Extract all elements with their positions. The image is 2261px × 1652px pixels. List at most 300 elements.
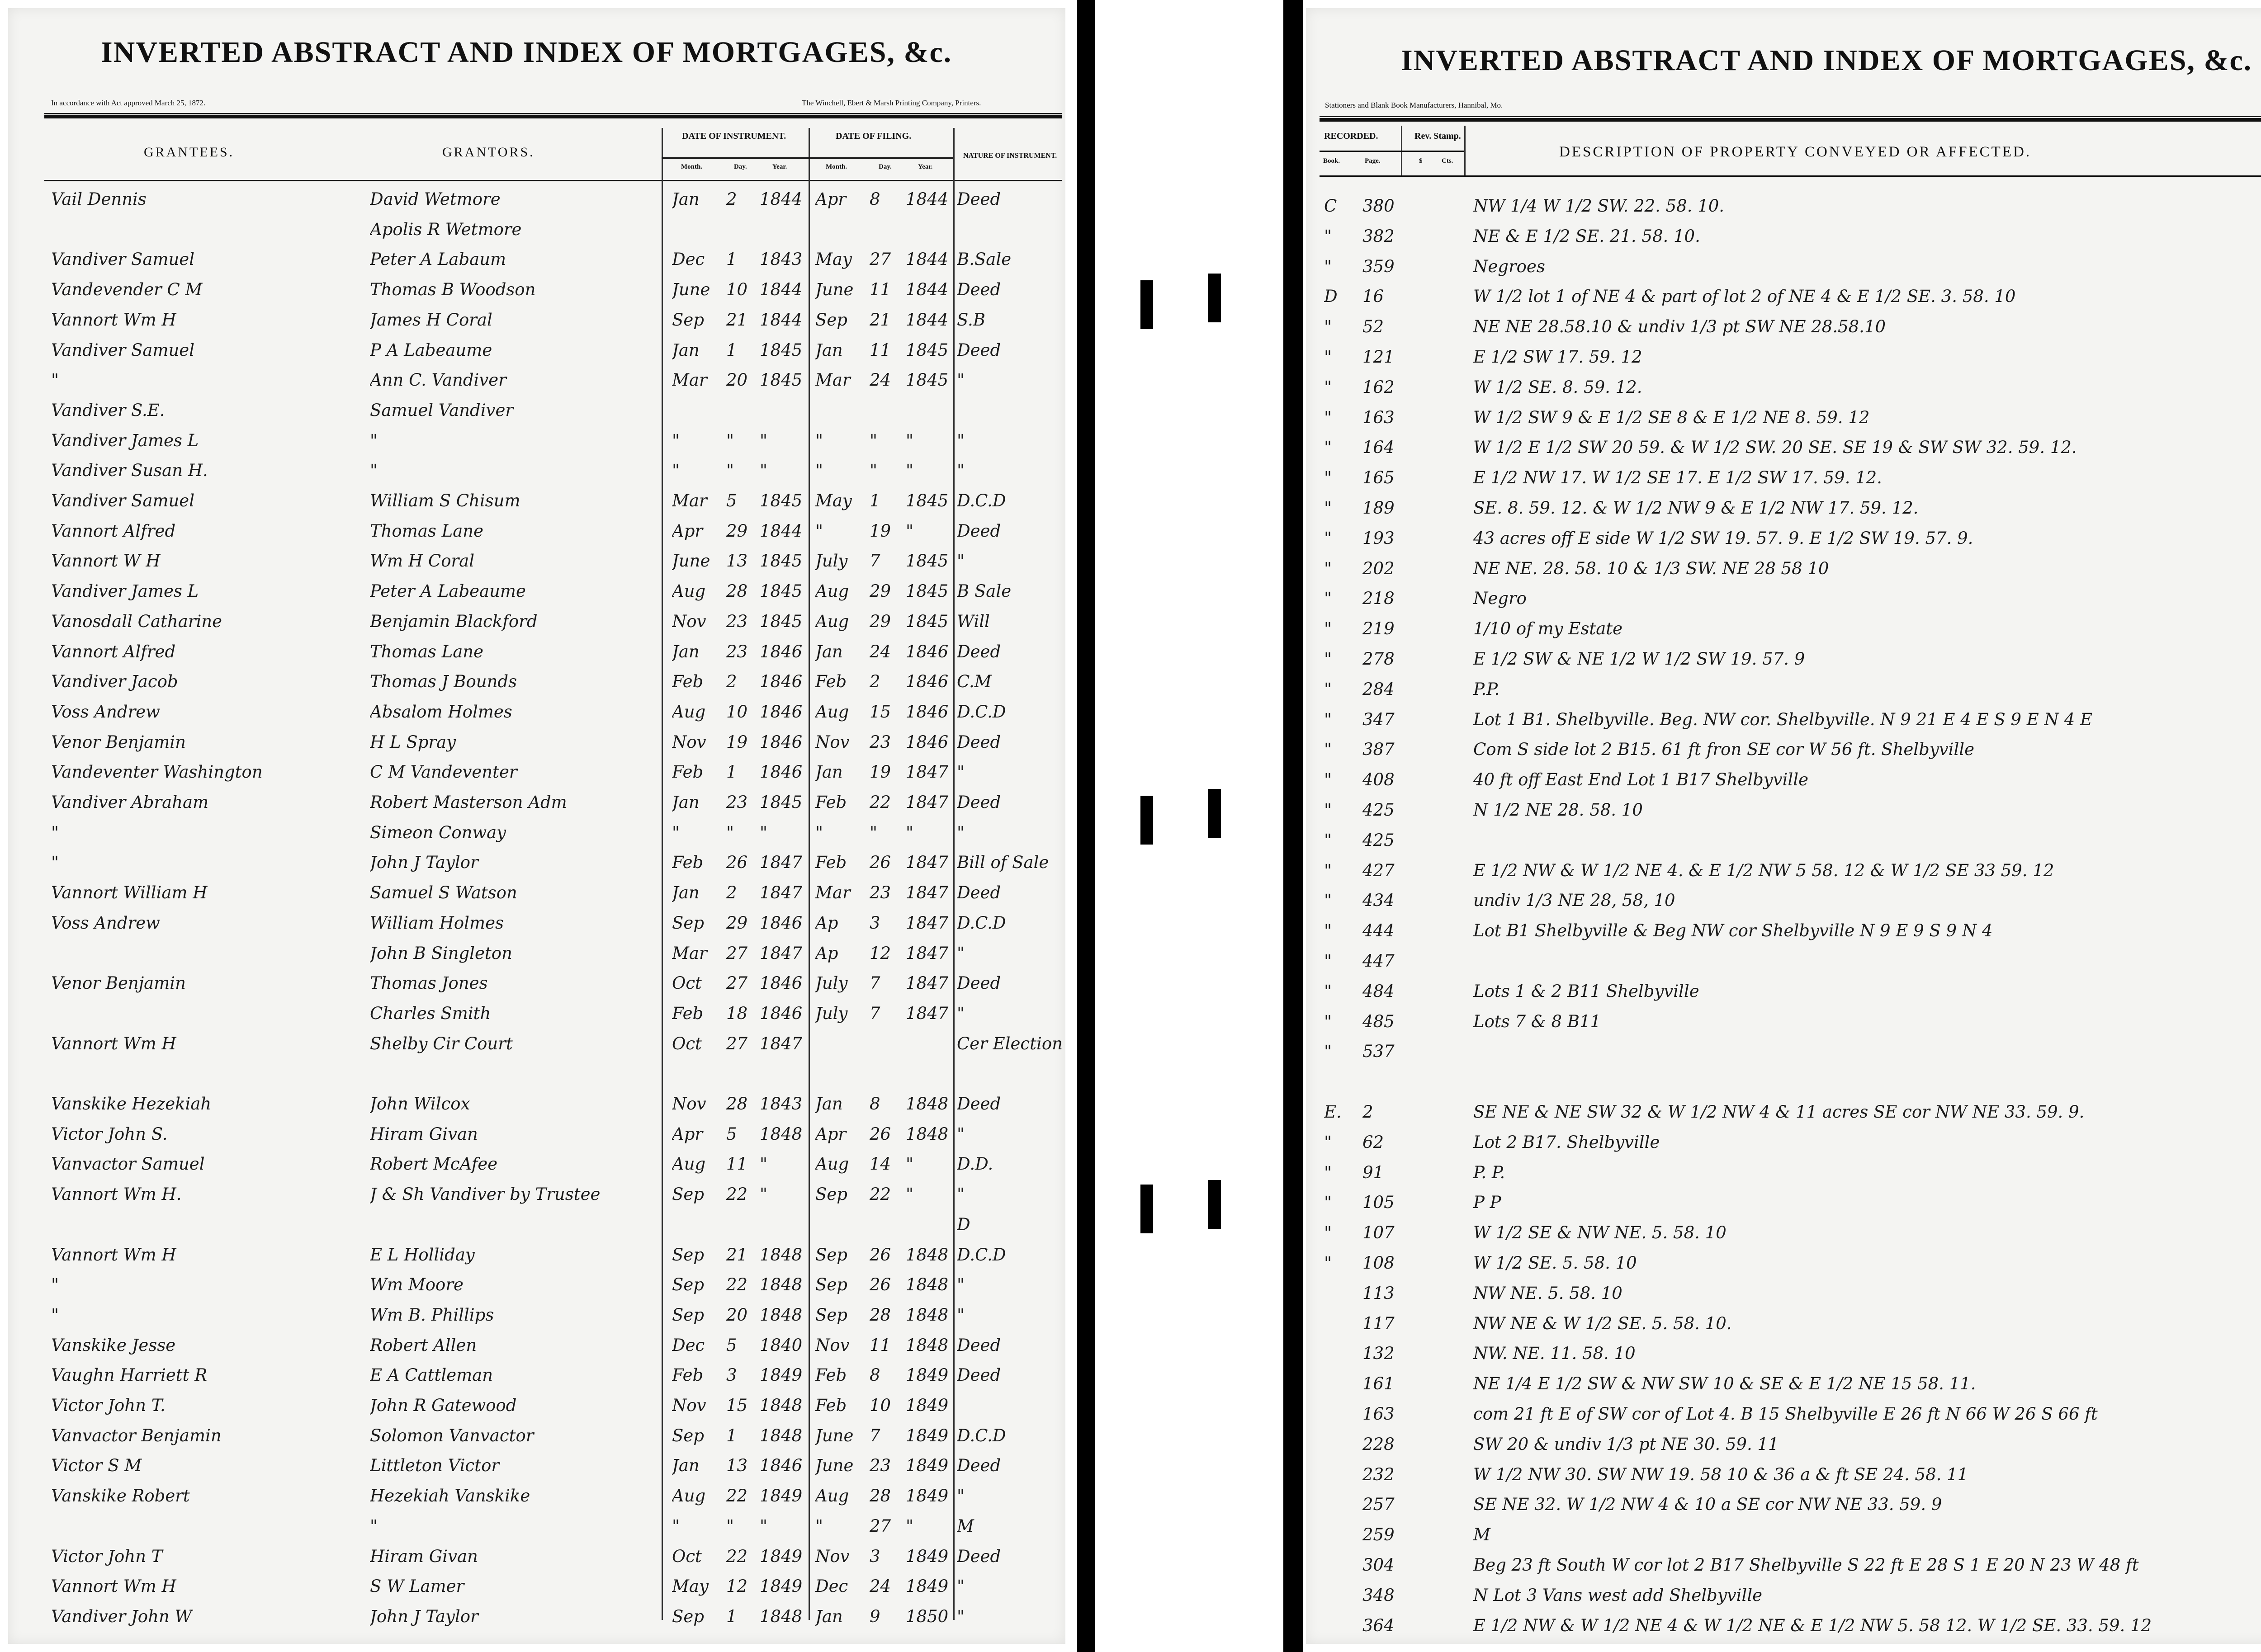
- grantor-cell: Apolis R Wetmore: [370, 219, 522, 239]
- page-cell: 2: [1362, 1102, 1373, 1122]
- grantors-header: GRANTORS.: [442, 145, 535, 160]
- description-cell: NW 1/4 W 1/2 SW. 22. 58. 10.: [1473, 196, 1725, 216]
- description-cell: SE NE 32. W 1/2 NW 4 & 10 a SE cor NW NE 33. 59. 9: [1473, 1495, 1942, 1515]
- book-cell: C: [1324, 196, 1337, 216]
- instrument-day-cell: 22: [726, 1546, 748, 1566]
- ledger-row: [1306, 496, 2261, 521]
- ledger-row: [1306, 1402, 2261, 1427]
- ledger-row: [8, 1423, 1065, 1449]
- instrument-day-cell: 18: [726, 1003, 748, 1023]
- instrument-year-cell: 1847: [760, 943, 803, 963]
- nature-cell: Deed: [957, 1365, 1001, 1385]
- filing-month-cell: Nov: [815, 732, 850, 752]
- grantor-cell: Peter A Labaum: [370, 250, 506, 269]
- ledger-row: [8, 699, 1065, 725]
- nature-cell: ": [957, 1124, 965, 1144]
- book-cell: ": [1324, 438, 1332, 458]
- page-cell: 91: [1362, 1162, 1384, 1182]
- description-cell: 1/10 of my Estate: [1473, 619, 1623, 639]
- ledger-row: [8, 1212, 1065, 1237]
- instrument-month-cell: Feb: [672, 853, 704, 873]
- filing-year-cell: 1847: [906, 973, 949, 993]
- book-cell: ": [1324, 589, 1332, 609]
- ledger-row: [8, 911, 1065, 936]
- filing-day-cell: 22: [870, 793, 891, 812]
- nature-cell: ": [957, 461, 965, 481]
- grantor-cell: Robert Masterson Adm: [370, 793, 567, 812]
- page-cell: 434: [1362, 891, 1395, 911]
- page-cell: 161: [1362, 1374, 1395, 1394]
- ledger-row: [8, 639, 1065, 665]
- instrument-month-cell: Jan: [672, 793, 700, 812]
- instrument-year-cell: 1846: [760, 1003, 803, 1023]
- description-cell: NE & E 1/2 SE. 21. 58. 10.: [1473, 226, 1700, 246]
- nature-cell: Deed: [957, 732, 1001, 752]
- instrument-year-cell: 1844: [760, 189, 803, 209]
- instrument-day-cell: 29: [726, 521, 748, 541]
- left-ledger-page: [8, 8, 1065, 1644]
- instrument-year-cell: 1845: [760, 370, 803, 390]
- nature-cell: ": [957, 370, 965, 390]
- description-cell: W 1/2 lot 1 of NE 4 & part of lot 2 of NE 4 & E 1/2 SE. 3. 58. 10: [1473, 287, 2016, 307]
- filing-year-cell: ": [906, 461, 914, 481]
- ledger-row: [8, 1393, 1065, 1418]
- instrument-year-cell: 1849: [760, 1546, 803, 1566]
- page-cell: 284: [1362, 679, 1395, 699]
- filing-day-cell: ": [870, 822, 878, 842]
- description-cell: NE NE 28.58.10 & undiv 1/3 pt SW NE 28.58.10: [1473, 317, 1886, 337]
- instrument-year-cell: 1849: [760, 1365, 803, 1385]
- instrument-month-cell: Jan: [672, 642, 700, 661]
- grantee-cell: Vandiver S.E.: [51, 400, 165, 420]
- instrument-month-header: Month.: [681, 163, 703, 170]
- instrument-month-cell: Aug: [672, 1486, 706, 1506]
- book-cell: ": [1324, 740, 1332, 760]
- nature-cell: D.C.D: [957, 1425, 1006, 1445]
- nature-cell: S.B: [957, 310, 985, 330]
- ledger-row: [8, 187, 1065, 212]
- instrument-day-cell: 10: [726, 280, 748, 300]
- grantor-cell: Absalom Holmes: [370, 702, 512, 722]
- grantee-cell: Vandiver James L: [51, 581, 199, 601]
- nature-cell: B Sale: [957, 581, 1012, 601]
- grantee-cell: Vanvactor Benjamin: [51, 1425, 222, 1445]
- description-cell: Lots 1 & 2 B11 Shelbyville: [1473, 981, 1699, 1001]
- filing-day-cell: 10: [870, 1396, 891, 1415]
- grantor-cell: E A Cattleman: [370, 1365, 493, 1385]
- grantor-cell: H L Spray: [370, 732, 456, 752]
- description-cell: E 1/2 NW & W 1/2 NE 4 & W 1/2 NE & E 1/2 NW 5. 58 12. W 1/2 SE. 33. 59. 12: [1473, 1615, 2152, 1635]
- instrument-day-cell: 1: [726, 1425, 737, 1445]
- page-cell: 121: [1362, 347, 1395, 367]
- book-cell: ": [1324, 830, 1332, 850]
- filing-year-cell: 1847: [906, 913, 949, 933]
- filing-year-cell: ": [906, 521, 914, 541]
- ledger-row: [8, 1182, 1065, 1207]
- description-cell: Lot B1 Shelbyville & Beg NW cor Shelbyville N 9 E 9 S 9 N 4: [1473, 921, 1993, 941]
- filing-day-cell: 28: [870, 1486, 891, 1506]
- ledger-row: [1306, 405, 2261, 430]
- instrument-year-cell: 1846: [760, 913, 803, 933]
- description-cell: N 1/2 NE 28. 58. 10: [1473, 800, 1643, 820]
- ledger-row: [8, 1001, 1065, 1026]
- page-cell: 132: [1362, 1344, 1395, 1364]
- page-cell: 485: [1362, 1011, 1395, 1031]
- filing-day-cell: 15: [870, 702, 891, 722]
- grantee-cell: ": [51, 853, 59, 873]
- filing-year-cell: 1849: [906, 1456, 949, 1476]
- gutter-binding-mark: [1208, 789, 1221, 838]
- filing-month-cell: Feb: [815, 1365, 847, 1385]
- ledger-row: [8, 488, 1065, 514]
- ledger-row: [1306, 1130, 2261, 1155]
- instrument-year-cell: 1848: [760, 1275, 803, 1295]
- instrument-day-cell: 12: [726, 1576, 748, 1596]
- filing-day-cell: 7: [870, 1425, 880, 1445]
- grantor-cell: Hiram Givan: [370, 1546, 478, 1566]
- instrument-month-cell: Mar: [672, 943, 707, 963]
- ledger-row: [8, 519, 1065, 544]
- grantor-cell: Benjamin Blackford: [370, 611, 538, 631]
- page-cell: 62: [1362, 1132, 1384, 1152]
- description-cell: 40 ft off East End Lot 1 B17 Shelbyville: [1473, 770, 1808, 790]
- grantor-cell: C M Vandeventer: [370, 762, 517, 782]
- grantee-cell: Vandiver Susan H.: [51, 461, 208, 481]
- instrument-year-cell: ": [760, 822, 768, 842]
- nature-cell: Deed: [957, 1456, 1001, 1476]
- ledger-row: [8, 247, 1065, 272]
- grantee-cell: Vannort William H: [51, 883, 208, 903]
- instrument-year-cell: ": [760, 461, 768, 481]
- left-page-title: INVERTED ABSTRACT AND INDEX OF MORTGAGES, &c.: [101, 36, 952, 69]
- nature-cell: D.C.D: [957, 913, 1006, 933]
- ledger-row: [8, 730, 1065, 755]
- ledger-row: [8, 548, 1065, 574]
- filing-month-cell: Aug: [815, 1486, 849, 1506]
- ledger-row: [1306, 1613, 2261, 1638]
- instrument-day-cell: 3: [726, 1365, 737, 1385]
- instrument-day-cell: 21: [726, 1245, 748, 1265]
- instrument-day-cell: 22: [726, 1185, 748, 1204]
- right-col-rule: [1464, 126, 1466, 175]
- instrument-month-cell: Jan: [672, 189, 700, 209]
- ledger-row: [8, 277, 1065, 302]
- instrument-day-cell: 28: [726, 581, 748, 601]
- instrument-month-cell: Aug: [672, 1154, 706, 1174]
- filing-day-cell: 3: [870, 1546, 880, 1566]
- instrument-year-cell: ": [760, 430, 768, 450]
- book-cell: ": [1324, 800, 1332, 820]
- ledger-row: [8, 1061, 1065, 1086]
- grantee-cell: Vandiver Samuel: [51, 491, 195, 510]
- filing-year-cell: 1848: [906, 1335, 949, 1355]
- grantor-cell: J & Sh Vandiver by Trustee: [370, 1185, 601, 1204]
- filing-year-cell: 1850: [906, 1606, 949, 1626]
- filing-year-cell: 1845: [906, 370, 949, 390]
- nature-cell: Deed: [957, 280, 1001, 300]
- book-cell: ": [1324, 981, 1332, 1001]
- filing-year-cell: ": [906, 822, 914, 842]
- instrument-year-cell: 1843: [760, 1094, 803, 1114]
- grantee-cell: Vanvactor Samuel: [51, 1154, 205, 1174]
- filing-month-cell: ": [815, 521, 823, 541]
- page-cell: 347: [1362, 709, 1395, 729]
- ledger-row: [1306, 1190, 2261, 1215]
- instrument-month-cell: June: [672, 280, 710, 300]
- book-cell: ": [1324, 558, 1332, 578]
- filing-year-cell: 1848: [906, 1275, 949, 1295]
- book-cell: ": [1324, 226, 1332, 246]
- nature-cell: Bill of Sale: [957, 853, 1049, 873]
- ledger-row: [8, 1604, 1065, 1629]
- filing-day-cell: 3: [870, 913, 880, 933]
- description-cell: SW 20 & undiv 1/3 pt NE 30. 59. 11: [1473, 1434, 1779, 1454]
- page-cell: 484: [1362, 981, 1395, 1001]
- nature-cell: B.Sale: [957, 250, 1012, 269]
- filing-month-cell: Apr: [815, 189, 847, 209]
- grantee-cell: Victor S M: [51, 1456, 142, 1476]
- book-cell: ": [1324, 347, 1332, 367]
- filing-day-cell: 24: [870, 1576, 891, 1596]
- instrument-year-cell: 1844: [760, 280, 803, 300]
- filing-day-cell: 19: [870, 521, 891, 541]
- instrument-month-cell: Nov: [672, 611, 706, 631]
- page-cell: 16: [1362, 287, 1384, 307]
- description-cell: W 1/2 E 1/2 SW 20 59. & W 1/2 SW. 20 SE. SE 19 & SW SW 32. 59. 12.: [1473, 438, 2077, 458]
- right-ledger-page: [1306, 8, 2261, 1644]
- nature-cell: Deed: [957, 340, 1001, 360]
- instrument-day-cell: 1: [726, 762, 737, 782]
- filing-year-cell: 1847: [906, 762, 949, 782]
- filing-day-cell: 12: [870, 943, 891, 963]
- filing-day-cell: ": [870, 430, 878, 450]
- grantee-cell: Victor John T: [51, 1546, 163, 1566]
- grantor-cell: ": [370, 430, 378, 450]
- instrument-day-cell: 1: [726, 250, 737, 269]
- grantor-cell: John J Taylor: [370, 1606, 478, 1626]
- filing-month-cell: July: [815, 1003, 848, 1023]
- grantor-cell: Wm H Coral: [370, 551, 475, 571]
- grantor-cell: Ann C. Vandiver: [370, 370, 506, 390]
- ledger-row: [8, 1152, 1065, 1177]
- grantee-cell: Venor Benjamin: [51, 973, 186, 993]
- book-cell: E.: [1324, 1102, 1342, 1122]
- instrument-year-cell: 1845: [760, 491, 803, 510]
- instrument-year-cell: 1845: [760, 551, 803, 571]
- filing-month-cell: Aug: [815, 581, 849, 601]
- filing-day-cell: 23: [870, 883, 891, 903]
- grantee-cell: Vanskike Robert: [51, 1486, 190, 1506]
- nature-cell: ": [957, 1305, 965, 1325]
- book-cell: ": [1324, 498, 1332, 518]
- ledger-row: [1306, 375, 2261, 400]
- grantee-cell: Vail Dennis: [51, 189, 147, 209]
- ledger-row: [1306, 465, 2261, 491]
- instrument-month-cell: Sep: [672, 1305, 704, 1325]
- filing-day-cell: 9: [870, 1606, 880, 1626]
- instrument-year-cell: 1844: [760, 521, 803, 541]
- page-cell: 537: [1362, 1042, 1395, 1062]
- filing-month-cell: Ap: [815, 943, 838, 963]
- ledger-row: [8, 579, 1065, 604]
- instrument-month-cell: Nov: [672, 732, 706, 752]
- filing-month-cell: Aug: [815, 1154, 849, 1174]
- date-filing-header: DATE OF FILING.: [836, 131, 912, 141]
- ledger-row: [1306, 1039, 2261, 1064]
- ledger-row: [8, 458, 1065, 483]
- ledger-row: [1306, 284, 2261, 309]
- date-instrument-header: DATE OF INSTRUMENT.: [682, 131, 786, 141]
- page-cell: 193: [1362, 528, 1395, 548]
- filing-month-header: Month.: [826, 163, 847, 170]
- filing-day-cell: 7: [870, 973, 880, 993]
- filing-month-cell: July: [815, 551, 848, 571]
- page-cell: 108: [1362, 1253, 1395, 1273]
- instrument-year-cell: 1845: [760, 581, 803, 601]
- instrument-day-cell: ": [726, 430, 734, 450]
- filing-year-cell: 1847: [906, 883, 949, 903]
- filing-year-cell: ": [906, 430, 914, 450]
- ledger-row: [1306, 1462, 2261, 1487]
- filing-year-cell: 1847: [906, 793, 949, 812]
- ledger-row: [1306, 526, 2261, 551]
- instrument-day-cell: 23: [726, 793, 748, 812]
- ledger-row: [1306, 949, 2261, 974]
- page-cell: 202: [1362, 558, 1395, 578]
- filing-month-cell: Mar: [815, 883, 851, 903]
- instrument-day-cell: 1: [726, 340, 737, 360]
- filing-month-cell: Feb: [815, 853, 847, 873]
- filing-day-cell: 26: [870, 853, 891, 873]
- grantee-cell: Vaughn Harriett R: [51, 1365, 208, 1385]
- ledger-row: [8, 1031, 1065, 1057]
- nature-cell: D.C.D: [957, 1245, 1006, 1265]
- instrument-year-cell: 1847: [760, 853, 803, 873]
- page-cell: 304: [1362, 1555, 1395, 1575]
- book-cell: ": [1324, 709, 1332, 729]
- instrument-month-cell: Feb: [672, 1003, 704, 1023]
- instrument-day-cell: 15: [726, 1396, 748, 1415]
- ledger-row: [1306, 1432, 2261, 1457]
- filing-year-cell: ": [906, 1185, 914, 1204]
- ledger-row: [1306, 918, 2261, 944]
- book-cell: ": [1324, 407, 1332, 427]
- description-cell: W 1/2 SE. 8. 59. 12.: [1473, 377, 1642, 397]
- instrument-day-cell: 20: [726, 1305, 748, 1325]
- nature-cell: Deed: [957, 1094, 1001, 1114]
- instrument-year-cell: 1843: [760, 250, 803, 269]
- ledger-row: [1306, 888, 2261, 913]
- instrument-year-cell: ": [760, 1154, 768, 1174]
- page-cell: 425: [1362, 830, 1395, 850]
- filing-year-cell: ": [906, 1516, 914, 1536]
- left-header-rule-top: [44, 113, 1062, 114]
- ledger-row: [8, 820, 1065, 845]
- ledger-row: [1306, 1251, 2261, 1276]
- nature-cell: ": [957, 1486, 965, 1506]
- grantee-cell: Vannort Wm H: [51, 1245, 176, 1265]
- instrument-day-cell: 11: [726, 1154, 748, 1174]
- grantor-cell: Simeon Conway: [370, 822, 506, 842]
- page-cell: 382: [1362, 226, 1395, 246]
- grantor-cell: P A Labeaume: [370, 340, 492, 360]
- grantee-cell: Vannort W H: [51, 551, 161, 571]
- grantor-cell: John J Taylor: [370, 853, 478, 873]
- instrument-day-cell: 27: [726, 973, 748, 993]
- ledger-row: [8, 1333, 1065, 1358]
- nature-cell: Deed: [957, 1335, 1001, 1355]
- instrument-day-cell: ": [726, 461, 734, 481]
- filing-month-cell: Aug: [815, 611, 849, 631]
- left-page-act-note: In accordance with Act approved March 25, 1872.: [51, 99, 206, 107]
- filing-day-cell: 29: [870, 611, 891, 631]
- grantee-cell: Vannort Wm H: [51, 1576, 176, 1596]
- grantor-cell: William S Chisum: [370, 491, 520, 510]
- book-cell: ": [1324, 649, 1332, 669]
- ledger-row: [8, 1363, 1065, 1388]
- instrument-month-cell: Apr: [672, 521, 703, 541]
- grantor-cell: Wm B. Phillips: [370, 1305, 494, 1325]
- grantor-cell: Robert McAfee: [370, 1154, 498, 1174]
- ledger-row: [8, 1483, 1065, 1509]
- ledger-row: [8, 398, 1065, 423]
- ledger-row: [8, 368, 1065, 393]
- nature-cell: D.C.D: [957, 491, 1006, 510]
- filing-year-cell: 1848: [906, 1124, 949, 1144]
- instrument-year-cell: 1848: [760, 1124, 803, 1144]
- filing-day-cell: 23: [870, 1456, 891, 1476]
- filing-year-cell: 1849: [906, 1425, 949, 1445]
- gutter-binding-mark: [1140, 1185, 1153, 1233]
- filing-month-cell: Feb: [815, 793, 847, 812]
- book-cell: D: [1324, 287, 1338, 307]
- instrument-month-cell: Aug: [672, 702, 706, 722]
- nature-cell: Deed: [957, 973, 1001, 993]
- filing-year-cell: 1845: [906, 340, 949, 360]
- book-cell: ": [1324, 1193, 1332, 1213]
- book-cell: ": [1324, 256, 1332, 276]
- book-cell: ": [1324, 1011, 1332, 1031]
- instrument-month-cell: Jan: [672, 340, 700, 360]
- filing-day-cell: 27: [870, 250, 891, 269]
- ledger-row: [1306, 224, 2261, 249]
- instrument-year-cell: 1845: [760, 340, 803, 360]
- grantee-cell: Vannort Wm H.: [51, 1185, 182, 1204]
- description-cell: W 1/2 SE & NW NE. 5. 58. 10: [1473, 1223, 1726, 1243]
- instrument-year-cell: 1846: [760, 732, 803, 752]
- instrument-day-cell: 28: [726, 1094, 748, 1114]
- ledger-row: [1306, 1009, 2261, 1034]
- description-cell: P P: [1473, 1193, 1501, 1213]
- grantee-cell: Vandevender C M: [51, 280, 203, 300]
- filing-month-cell: Sep: [815, 1185, 847, 1204]
- nature-cell: Cer Election: [957, 1034, 1063, 1053]
- right-page-title: INVERTED ABSTRACT AND INDEX OF MORTGAGES, &c.: [1401, 44, 2252, 77]
- ledger-row: [8, 760, 1065, 785]
- filing-day-cell: 19: [870, 762, 891, 782]
- gutter-binding-mark: [1208, 1180, 1221, 1229]
- filing-month-cell: June: [815, 1456, 854, 1476]
- instrument-month-cell: June: [672, 551, 710, 571]
- instrument-year-cell: 1849: [760, 1576, 803, 1596]
- instrument-month-cell: Mar: [672, 491, 707, 510]
- ledger-row: [1306, 254, 2261, 279]
- nature-cell: Deed: [957, 1546, 1001, 1566]
- ledger-row: [1306, 798, 2261, 823]
- filing-year-cell: 1846: [906, 672, 949, 692]
- filing-month-cell: July: [815, 973, 848, 993]
- page-cell: 232: [1362, 1464, 1395, 1484]
